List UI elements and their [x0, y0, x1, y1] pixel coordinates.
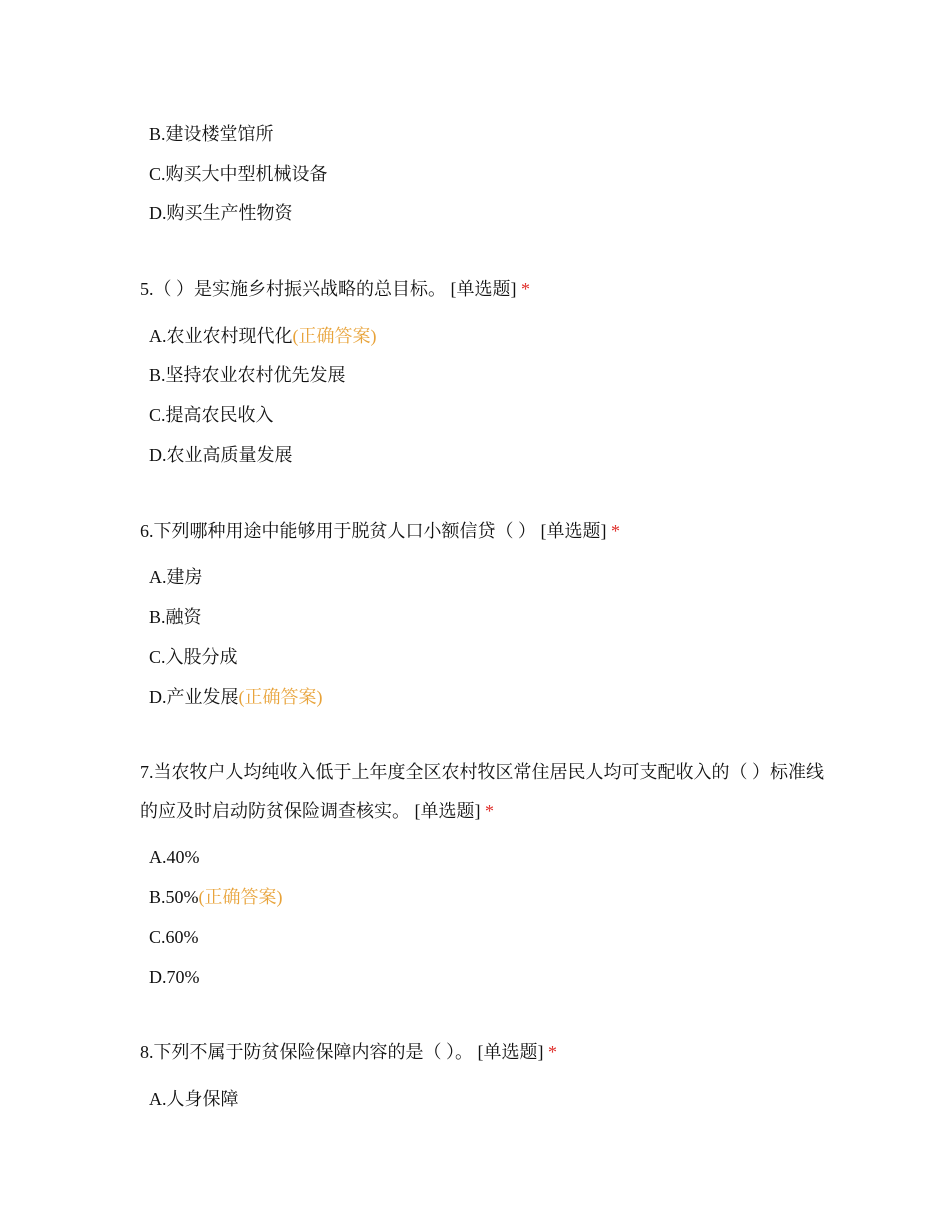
- single-choice-tag: [单选题]: [450, 279, 517, 299]
- correct-answer-label: (正确答案): [292, 326, 377, 346]
- q7-option-c[interactable]: C.60%: [149, 927, 199, 947]
- q8-option-a[interactable]: A.人身保障: [149, 1089, 239, 1109]
- q7-option-a[interactable]: A.40%: [149, 847, 200, 867]
- q6-option-d[interactable]: D.产业发展(正确答案): [149, 687, 323, 707]
- q5-title: 5.（ ）是实施乡村振兴战略的总目标。 [单选题] *: [140, 279, 530, 299]
- q6-option-b[interactable]: B.融资: [149, 607, 202, 627]
- q8-title: 8.下列不属于防贫保险保障内容的是（ ）。 [单选题] *: [140, 1042, 557, 1062]
- q6-title: 6.下列哪种用途中能够用于脱贫人口小额信贷（ ） [单选题] *: [140, 521, 620, 541]
- q7-option-d[interactable]: D.70%: [149, 967, 200, 987]
- q5-option-b[interactable]: B.坚持农业农村优先发展: [149, 365, 346, 385]
- q6-option-c[interactable]: C.入股分成: [149, 647, 238, 667]
- q4-option-c[interactable]: C.购买大中型机械设备: [149, 164, 328, 184]
- correct-answer-label: (正确答案): [238, 687, 323, 707]
- q5-option-c[interactable]: C.提高农民收入: [149, 405, 274, 425]
- q4-option-d[interactable]: D.购买生产性物资: [149, 203, 293, 223]
- single-choice-tag: [单选题]: [414, 801, 481, 821]
- q7-title: 7.当农牧户人均纯收入低于上年度全区农村牧区常住居民人均可支配收入的（ ）标准线的应及时启动防贫保险调查核实。 [单选题] *: [140, 762, 824, 821]
- required-mark: *: [521, 279, 530, 299]
- single-choice-tag: [单选题]: [540, 521, 607, 541]
- q5-option-a[interactable]: A.农业农村现代化(正确答案): [149, 326, 377, 346]
- q5-option-d[interactable]: D.农业高质量发展: [149, 445, 293, 465]
- q7-option-b[interactable]: B.50%(正确答案): [149, 887, 283, 907]
- q6-option-a[interactable]: A.建房: [149, 567, 203, 587]
- single-choice-tag: [单选题]: [477, 1042, 544, 1062]
- correct-answer-label: (正确答案): [198, 887, 283, 907]
- required-mark: *: [485, 801, 494, 821]
- required-mark: *: [611, 521, 620, 541]
- required-mark: *: [548, 1042, 557, 1062]
- q4-option-b[interactable]: B.建设楼堂馆所: [149, 124, 274, 144]
